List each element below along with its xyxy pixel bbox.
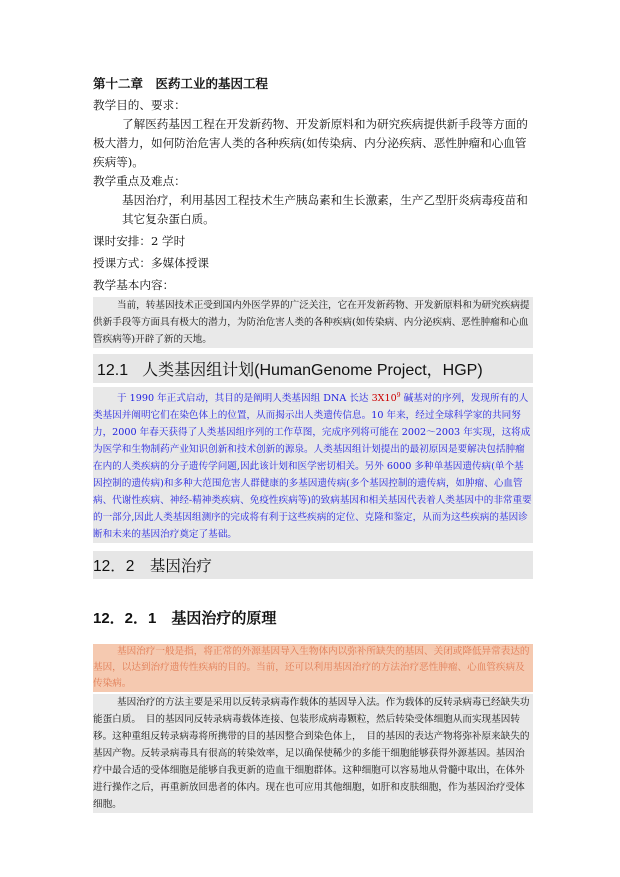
section-12-1-title: 人类基因组计划(HumanGenome Project，HGP) <box>142 362 483 379</box>
hours-text: 课时安排：2 学时 <box>93 234 186 248</box>
content-label: 教学基本内容： <box>93 278 175 292</box>
section-12-1-number: 12.1 <box>97 362 129 379</box>
hgp-base-count-mantissa: 3X10 <box>371 393 397 405</box>
hgp-base-count <box>372 393 401 404</box>
hgp-text-pre: 于 1990 年正式启动，其目的是阐明人类基因组 DNA 长达 <box>117 393 372 405</box>
section-12-2-1-heading: 12．2．1 基因治疗的原理 <box>93 610 277 628</box>
chapter-title: 第十二章 医药工业的基因工程 <box>93 76 269 91</box>
hgp-base-count-exponent: 9 <box>396 392 401 399</box>
goals-label: 教学目的、要求： <box>93 98 186 112</box>
key-label: 教学重点及难点： <box>93 174 186 188</box>
hgp-paragraph <box>93 387 533 543</box>
gene-therapy-method: 基因治疗的方法主要是采用以反转录病毒作载体的基因导入法。作为载体的反转录病毒已经缺失功能蛋白质。 目的基因同反转录病毒载体连接、包装形成病毒颗粒，然后转染受体细胞从而实现基因转移。这种重组反转录病毒将所携带的目的基因整合到染色体上， 目的基因的表达产物将弥补原来缺失的基因产物。反转录病毒具有很高的转染效率，足以确保使稀少的多能干细胞能够获得外源基因。基因治疗中最合适的受体细胞是能够自我更新的造血干细胞群体。这种细胞可以容易地从骨髓中取出，在体外进行操作之后，再重新放回患者的体内。现在也可应用其他细胞，如肝和皮肤细胞，作为基因治疗受体细胞。 <box>93 694 533 813</box>
section-12-2-heading: 12．2 基因治疗 <box>93 551 533 579</box>
method-text: 授课方式：多媒体授课 <box>93 256 209 270</box>
intro-paragraph: 当前，转基因技术正受到国内外医学界的广泛关注，它在开发新药物、开发新原料和为研究疾病提供新手段等方面具有极大的潜力，为防治危害人类的各种疾病(如传染病、内分泌疾病、恶性肿瘤和心血管疾病等)开辟了新的天地。 <box>93 297 533 348</box>
goals-text: 了解医药基因工程在开发新药物、开发新原料和为研究疾病提供新手段等方面的极大潜力，如何防治危害人类的各种疾病(如传染病、内分泌疾病、恶性肿瘤和心血管疾病等)。 <box>93 117 528 169</box>
gene-therapy-definition: 基因治疗一般是指，将正常的外源基因导入生物体内以弥补所缺失的基因、关闭或降低异常表达的基因，以达到治疗遗传性疾病的目的。当前，还可以利用基因治疗的方法治疗恶性肿瘤、心血管疾病及传染病。 <box>93 644 533 692</box>
section-12-1-heading <box>93 354 533 383</box>
key-text: 基因治疗，利用基因工程技术生产胰岛素和生长激素，生产乙型肝炎病毒疫苗和其它复杂蛋白质。 <box>122 193 528 226</box>
hgp-text-post: 碱基对的序列，发现所有的人类基因并阐明它们在染色体上的位置，从而揭示出人类遗传信息。10 年来，经过全球科学家的共同努力，2000 年春天获得了人类基因组序列的工作草图，完成序列将可能在 2002～2003 年实现，这将成为医学和生物制药产业知识创新和技术创新的源泉。人类基因组计划提出的最初原因是要解决包括肿瘤在内的人类疾病的分子遗传学问题,因此该计划和医学密切相关。另外 6000 多种单基因遗传病(单个基因控制的遗传病)和多种大范围危害人群健康的多基因遗传病(多个基因控制的遗传病，如肿瘤、心血管病、代谢性疾病、神经-精神类疾病、免疫性疾病等)的致病基因和相关基因代表着人类基因中的非常重要的一部分,因此人类基因组测序的完成将有利于这些疾病的定位、克隆和鉴定，从而为这些疾病的基因诊断和未来的基因治疗奠定了基础。 <box>93 393 532 541</box>
document-page <box>93 74 533 813</box>
